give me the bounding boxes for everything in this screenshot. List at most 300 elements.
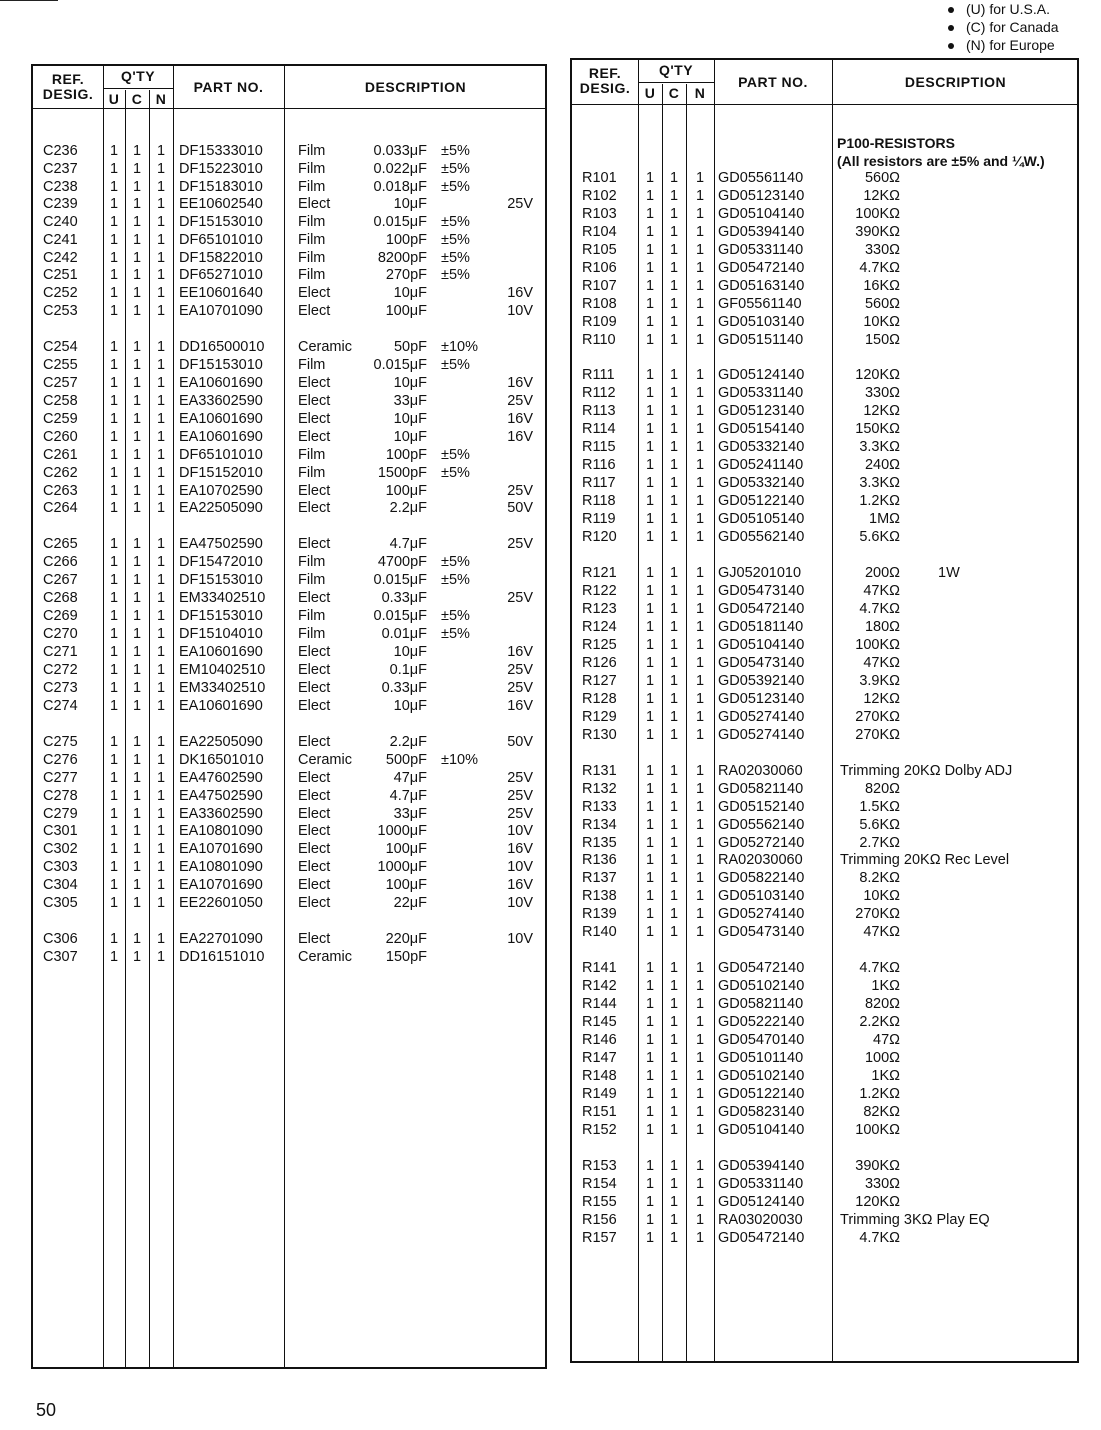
part-number: DF15223010 [179,161,263,177]
part-number: GD05821140 [718,781,804,797]
component-value: 180Ω [864,619,900,635]
component-type: Film [298,447,326,463]
qty-n: 1 [695,475,705,491]
qty-n: 1 [695,367,705,383]
table-row [33,428,545,446]
part-number: RA02030060 [718,763,803,779]
qty-n: 1 [156,644,166,660]
component-value: 270KΩ [855,906,900,922]
qty-n: 1 [695,493,705,509]
ref-designator: R119 [582,511,616,527]
component-value: 0.022μF [373,161,427,177]
component-type: Elect [298,734,331,750]
qty-n: 1 [695,206,705,222]
capacitor-parts-table [31,64,547,1369]
qty-u: 1 [645,475,655,491]
qty-u: 1 [645,619,655,635]
description-header: DESCRIPTION [904,74,1007,90]
qty-n: 1 [156,680,166,696]
qty-c: 1 [132,429,142,445]
ref-designator: C238 [43,179,78,195]
voltage-rating: 16V [507,285,533,301]
component-value: 1KΩ [871,1068,900,1084]
qty-n: 1 [695,960,705,976]
component-value: 820Ω [864,781,900,797]
qty-u: 1 [109,895,119,911]
qty-c: 1 [132,770,142,786]
table-row [33,876,545,894]
part-number: EA22505090 [179,500,263,516]
component-value: 10μF [393,411,427,427]
part-number: GD05274140 [718,906,805,922]
table-row [33,948,545,966]
component-value: 47Ω [873,1032,900,1048]
component-value: 270KΩ [855,727,900,743]
table-row [572,313,1077,331]
qty-n: 1 [695,332,705,348]
part-number: DF15152010 [179,465,263,481]
qty-u: 1 [645,314,655,330]
qty-u: 1 [645,1050,655,1066]
ref-designator: R103 [582,206,617,222]
qty-n: 1 [156,196,166,212]
ref-designator: C260 [43,429,78,445]
part-number: GD05123140 [718,403,805,419]
table-row [33,446,545,464]
qty-u: 1 [109,841,119,857]
qty-u: 1 [109,179,119,195]
qty-c: 1 [669,188,679,204]
component-type: Film [298,465,326,481]
voltage-rating: 16V [507,429,533,445]
ref-designator: R138 [582,888,617,904]
qty-c: 1 [669,206,679,222]
ref-designator: C279 [43,806,78,822]
qty-n: 1 [695,529,705,545]
qty-n: 1 [695,242,705,258]
table-row [572,636,1077,654]
ref-designator: R147 [582,1050,617,1066]
component-type: Elect [298,877,331,893]
table-row [572,366,1077,384]
table-row [33,589,545,607]
tolerance: ±5% [441,161,470,177]
section-note: (All resistors are ±5% and ¼W.) [837,153,1045,169]
part-number: GD05272140 [718,835,805,851]
qty-n: 1 [695,421,705,437]
component-value: 10μF [393,429,427,445]
voltage-rating: 50V [507,734,533,750]
table-row [572,402,1077,420]
component-type: Elect [298,429,331,445]
table-row [33,840,545,858]
table-row [572,223,1077,241]
qty-u: 1 [109,931,119,947]
component-value: 2.2μF [389,734,427,750]
ref-designator: C266 [43,554,78,570]
table-row [572,1175,1077,1193]
qty-n: 1 [156,143,166,159]
table-row [572,384,1077,402]
qty-u: 1 [645,1014,655,1030]
qty-n: 1 [695,924,705,940]
part-number: EM33402510 [179,680,266,696]
legend-item-canada: (C) for Canada [948,18,1059,36]
qty-u: 1 [645,924,655,940]
qty-n: 1 [695,870,705,886]
component-value: 12KΩ [863,691,900,707]
part-number: GD05472140 [718,260,805,276]
ref-designator: C258 [43,393,78,409]
qty-c: 1 [132,536,142,552]
component-type: Film [298,161,326,177]
table-row [33,374,545,392]
component-value: 220μF [385,931,427,947]
ref-designator: C301 [43,823,78,839]
table-row [572,456,1077,474]
ref-designator: R149 [582,1086,617,1102]
ref-designator: R117 [582,475,616,491]
table-row [572,277,1077,295]
voltage-rating: 16V [507,411,533,427]
qty-u: 1 [645,852,655,868]
qty-c: 1 [132,161,142,177]
qty-c: 1 [669,1194,679,1210]
qty-u: 1 [645,1032,655,1048]
part-number: DD16500010 [179,339,265,355]
qty-c: 1 [669,529,679,545]
component-value: 3.9KΩ [859,673,900,689]
qty-c: 1 [132,877,142,893]
ref-designator: R113 [582,403,616,419]
power-rating: 1W [938,565,960,581]
qty-n: 1 [695,296,705,312]
qty-n: 1 [695,763,705,779]
component-value: 150Ω [864,332,900,348]
qty-c: 1 [669,1104,679,1120]
part-number: GD05473140 [718,655,805,671]
ref-designator: C275 [43,734,78,750]
qty-c: 1 [132,232,142,248]
component-value: 0.015μF [373,572,427,588]
qty-n: 1 [695,170,705,186]
top-rule [0,0,58,1]
qty-u: 1 [645,888,655,904]
qty-u: 1 [645,1176,655,1192]
component-value: 150pF [385,949,427,965]
ref-designator: R153 [582,1158,617,1174]
component-value: 120KΩ [855,367,900,383]
ref-designator: R157 [582,1230,617,1246]
component-value: 22μF [393,895,427,911]
part-number: GD05274140 [718,727,805,743]
ref-designator: C268 [43,590,78,606]
part-number: GD05122140 [718,1086,805,1102]
part-number: GJ05201010 [718,565,802,581]
qty-n: 1 [156,806,166,822]
component-value: 100KΩ [855,206,900,222]
qty-c: 1 [132,447,142,463]
component-value: 100pF [385,232,427,248]
part-number: GD05331140 [718,242,804,258]
part-number: GD05394140 [718,1158,805,1174]
table-row [33,392,545,410]
qty-n: 1 [695,439,705,455]
qty-c: 1 [669,1158,679,1174]
ref-designator: C240 [43,214,78,230]
qty-c: 1 [669,1176,679,1192]
component-type: Elect [298,841,331,857]
part-number: EA33602590 [179,393,263,409]
part-number: GD05104140 [718,206,805,222]
qty-n: 1 [156,483,166,499]
qty-c: 1 [669,1212,679,1228]
qty-c: 1 [669,403,679,419]
ref-designator: C257 [43,375,78,391]
qty-c: 1 [669,852,679,868]
component-value: 0.015μF [373,214,427,230]
part-number: DF65101010 [179,232,263,248]
component-value: 4.7μF [389,788,427,804]
part-number: GD05124140 [718,367,805,383]
table-row [572,834,1077,852]
qty-u: 1 [645,1122,655,1138]
qty-u: 1 [645,727,655,743]
qty-u: 1 [109,465,119,481]
part-number: GD05102140 [718,1068,805,1084]
qty-n: 1 [695,799,705,815]
qty-c: 1 [132,196,142,212]
table-row [572,851,1077,869]
ref-designator: R101 [582,170,617,186]
component-type: Film [298,143,326,159]
ref-designator: R102 [582,188,617,204]
component-value: 8.2KΩ [859,870,900,886]
ref-designator: R137 [582,870,617,886]
part-number: DD16151010 [179,949,265,965]
qty-u: 1 [109,734,119,750]
qty-c: 1 [669,870,679,886]
qty-c: 1 [669,439,679,455]
qty-n: 1 [695,1176,705,1192]
qty-n: 1 [695,1194,705,1210]
component-type: Film [298,179,326,195]
qty-u: 1 [109,232,119,248]
table-row [33,553,545,571]
component-value: 1MΩ [869,511,900,527]
qty-n: 1 [156,161,166,177]
qty-u: 1 [645,870,655,886]
ref-designator: C265 [43,536,78,552]
voltage-rating: 16V [507,375,533,391]
qty-c: 1 [132,608,142,624]
table-row [572,582,1077,600]
component-value: 100pF [385,447,427,463]
qty-c: 1 [669,601,679,617]
component-value: 10KΩ [863,314,900,330]
table-row [572,1211,1077,1229]
qty-u: 1 [645,673,655,689]
qty-header: Q'TY [120,68,156,84]
component-type: Film [298,626,326,642]
qty-c: 1 [669,996,679,1012]
ref-designator: C302 [43,841,78,857]
component-type: Elect [298,680,331,696]
tolerance: ±5% [441,232,470,248]
part-number: RA03020030 [718,1212,803,1228]
table-row [33,195,545,213]
ref-designator: C303 [43,859,78,875]
component-value: 4.7KΩ [859,601,900,617]
qty-u: 1 [645,583,655,599]
ref-designator: R145 [582,1014,617,1030]
qty-n: 1 [695,709,705,725]
table-row [33,751,545,769]
table-row [572,977,1077,995]
part-number: GD05473140 [718,924,805,940]
component-value: 0.033μF [373,143,427,159]
ref-designator: R105 [582,242,617,258]
qty-n: 1 [695,817,705,833]
tolerance: ±5% [441,554,470,570]
ref-designator: C264 [43,500,78,516]
component-value: 2.2μF [389,500,427,516]
tolerance: ±5% [441,626,470,642]
ref-designator: C304 [43,877,78,893]
qty-n: 1 [156,931,166,947]
component-value: 1KΩ [871,978,900,994]
component-value: 330Ω [864,1176,900,1192]
component-value: 2.7KΩ [859,835,900,851]
tolerance: ±5% [441,608,470,624]
component-type: Film [298,608,326,624]
ref-designator: C272 [43,662,78,678]
ref-designator: C267 [43,572,78,588]
part-number: EE10602540 [179,196,263,212]
component-value: 10μF [393,285,427,301]
table-row [33,805,545,823]
qty-c: 1 [669,1032,679,1048]
component-value: 4.7KΩ [859,1230,900,1246]
qty-n: 1 [156,267,166,283]
qty-c: 1 [669,278,679,294]
component-type: Elect [298,393,331,409]
tolerance: ±5% [441,179,470,195]
qty-c: 1 [132,626,142,642]
table-row [572,1085,1077,1103]
voltage-rating: 16V [507,644,533,660]
part-number: EM33402510 [179,590,266,606]
table-row [33,249,545,267]
table-row [572,438,1077,456]
table-row [33,284,545,302]
component-value: 47KΩ [863,924,900,940]
qty-n: 1 [695,1122,705,1138]
voltage-rating: 10V [507,859,533,875]
component-type: Film [298,214,326,230]
qty-u: 1 [109,143,119,159]
legend-item-usa: (U) for U.S.A. [948,0,1059,18]
part-number: GD05472140 [718,960,805,976]
component-type: Elect [298,806,331,822]
qty-u: 1 [645,242,655,258]
qty-c: 1 [669,170,679,186]
part-number: GD05222140 [718,1014,805,1030]
qty-c: 1 [132,500,142,516]
qty-u: 1 [645,691,655,707]
voltage-rating: 25V [507,806,533,822]
part-number: EA10701690 [179,841,263,857]
table-row [572,1067,1077,1085]
ref-designator: R111 [582,367,615,383]
table-row [33,482,545,500]
qty-u: 1 [109,877,119,893]
table-row [572,798,1077,816]
qty-n: 1 [695,1212,705,1228]
qty-n: 1 [695,1230,705,1246]
part-number: GD05331140 [718,1176,804,1192]
qty-u: 1 [109,250,119,266]
part-number: DF15104010 [179,626,263,642]
qty-u: 1 [645,799,655,815]
component-type: Elect [298,859,331,875]
qty-u: 1 [645,296,655,312]
part-number: GD05154140 [718,421,805,437]
qty-c: 1 [669,655,679,671]
voltage-rating: 10V [507,823,533,839]
ref-designator: R148 [582,1068,617,1084]
part-number: DF65271010 [179,267,263,283]
table-row [572,187,1077,205]
qty-u: 1 [109,590,119,606]
ref-designator: C305 [43,895,78,911]
qty-c: 1 [132,339,142,355]
qty-u: 1 [645,332,655,348]
part-number: GD05823140 [718,1104,805,1120]
qty-c: 1 [669,835,679,851]
qty-c: 1 [669,709,679,725]
voltage-rating: 25V [507,536,533,552]
component-value: 0.015μF [373,357,427,373]
component-type: Elect [298,788,331,804]
qty-u: 1 [109,393,119,409]
qty-n: 1 [156,429,166,445]
qty-c: 1 [132,267,142,283]
qty-u: 1 [109,161,119,177]
table-row [572,1157,1077,1175]
ref-designator: R134 [582,817,617,833]
table-row [572,1193,1077,1211]
qty-u: 1 [645,367,655,383]
component-value: 100KΩ [855,1122,900,1138]
table-row [572,564,1077,582]
qty-n: 1 [695,835,705,851]
ref-designator: R108 [582,296,617,312]
component-type: Film [298,572,326,588]
component-type: Film [298,357,326,373]
qty-n: 1 [156,285,166,301]
qty-c: 1 [132,590,142,606]
qty-u: 1 [645,781,655,797]
part-number: EA22505090 [179,734,263,750]
bullet-icon [948,43,954,49]
qty-c: 1 [669,619,679,635]
component-value: 240Ω [864,457,900,473]
voltage-rating: 10V [507,303,533,319]
part-number: EA10801090 [179,859,263,875]
component-value: Trimming 20KΩ Rec Level [840,852,1010,868]
table-row [33,894,545,912]
